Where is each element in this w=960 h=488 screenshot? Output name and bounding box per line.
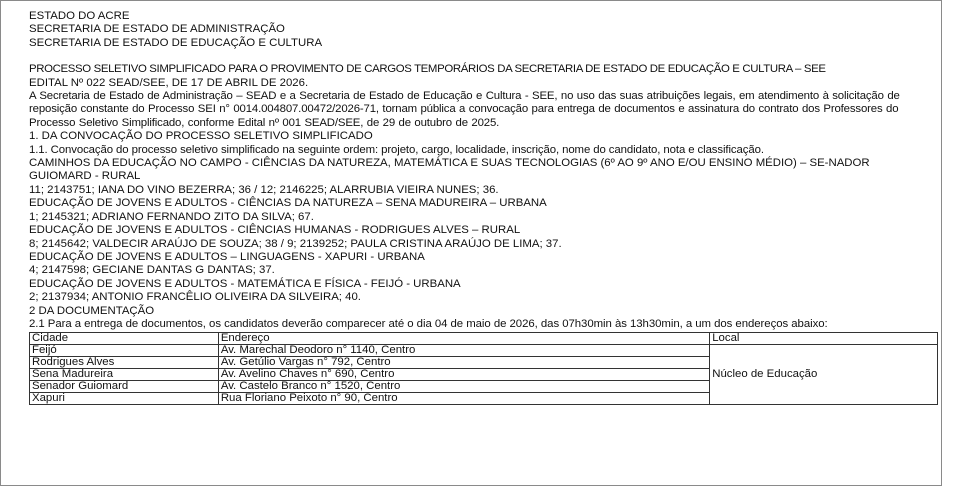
section1-title: 1. DA CONVOCAÇÃO DO PROCESSO SELETIVO SIMPLIFICADO (29, 130, 373, 143)
address-cell: Av. Getúlio Vargas n° 792, Centro (218, 357, 709, 369)
group-entry: 2; 2137934; ANTONIO FRANCÊLIO OLIVEIRA DA SILVEIRA; 40. (29, 291, 361, 304)
city-cell: Senador Guiomard (30, 381, 219, 393)
table-header-cell: Endereço (218, 333, 709, 345)
header-see: SECRETARIA DE ESTADO DE EDUCAÇÃO E CULTURA (29, 36, 323, 49)
table-header-cell: Local (710, 333, 938, 345)
group-heading: EDUCAÇÃO DE JOVENS E ADULTOS - MATEMÁTICA E FÍSICA - FEIJÓ - URBANA (29, 277, 461, 290)
header-state: ESTADO DO ACRE (29, 10, 130, 22)
group-entry: 4; 2147598; GECIANE DANTAS G DANTAS; 37. (29, 264, 275, 277)
group-heading: CAMINHOS DA EDUCAÇÃO NO CAMPO - CIÊNCIAS DA NATUREZA, MATEMÁTICA E SUAS TECNOLOGIAS (6º AO 9º ANO E/OU ENSINO MÉDIO) – SE-NADOR GUIOMARD - RURAL (29, 157, 870, 183)
intro-paragraph: A Secretaria de Estado de Administração – SEAD e a Secretaria de Estado de Educação e Cultura - SEE, no uso das suas atribuições legais, em atendimento à solicitação de reposição constante do Processo SEI n° 0014.004807.00472/2026-71, tornam pública a convocação para entrega de documentos e assinatura do contrato dos Professores do Processo Seletivo Simplificado, conforme Edital nº 001 SEAD/SEE, de 29 de outubro de 2025. (29, 90, 900, 129)
city-cell: Feijó (30, 345, 219, 357)
address-cell: Av. Avelino Chaves n° 690, Centro (218, 369, 709, 381)
address-table (29, 332, 938, 405)
group-heading: EDUCAÇÃO DE JOVENS E ADULTOS – LINGUAGENS - XAPURI - URBANA (29, 250, 425, 263)
section1-subtitle: 1.1. Convocação do processo seletivo simplificado na seguinte ordem: projeto, cargo, localidade, inscrição, nome do candidato, nota e classificação. (29, 143, 764, 156)
document-content (29, 10, 941, 405)
group-entry: 11; 2143751; IANA DO VINO BEZERRA; 36 / 12; 2146225; ALARRUBIA VIEIRA NUNES; 36. (29, 183, 499, 196)
city-cell: Xapuri (30, 393, 219, 405)
section2-text: 2.1 Para a entrega de documentos, os candidatos deverão comparecer até o dia 04 de maio de 2026, das 07h30min às 13h30min, a um dos endereços abaixo: (29, 317, 828, 330)
address-cell: Av. Marechal Deodoro n° 1140, Centro (218, 345, 709, 357)
address-cell: Rua Floriano Peixoto n° 90, Centro (218, 393, 709, 405)
table-row (30, 345, 938, 357)
group-entry: 8; 2145642; VALDECIR ARAÚJO DE SOUZA; 38 / 9; 2139252; PAULA CRISTINA ARAÚJO DE LIMA; 37. (29, 237, 562, 250)
edital-number: EDITAL Nº 022 SEAD/SEE, DE 17 DE ABRIL DE 2026. (29, 76, 309, 89)
address-cell: Av. Castelo Branco n° 1520, Centro (218, 381, 709, 393)
group-heading: EDUCAÇÃO DE JOVENS E ADULTOS - CIÊNCIAS HUMANAS - RODRIGUES ALVES – RURAL (29, 224, 521, 237)
section2-title: 2 DA DOCUMENTAÇÃO (29, 304, 155, 317)
group-entry: 1; 2145321; ADRIANO FERNANDO ZITO DA SILVA; 67. (29, 210, 314, 223)
group-heading: EDUCAÇÃO DE JOVENS E ADULTOS - CIÊNCIAS DA NATUREZA – SENA MADUREIRA – URBANA (29, 197, 547, 210)
city-cell: Rodrigues Alves (30, 357, 219, 369)
spacer (29, 50, 941, 63)
table-header-row (30, 333, 938, 345)
header-sead: SECRETARIA DE ESTADO DE ADMINISTRAÇÃO (29, 23, 285, 36)
process-title: PROCESSO SELETIVO SIMPLIFICADO PARA O PROVIMENTO DE CARGOS TEMPORÁRIOS DA SECRETARIA DE ESTADO DE EDUCAÇÃO E CULTURA – SEE (29, 63, 826, 76)
city-cell: Sena Madureira (30, 369, 219, 381)
table-header-cell: Cidade (30, 333, 219, 345)
local-cell: Núcleo de Educação (710, 345, 938, 405)
